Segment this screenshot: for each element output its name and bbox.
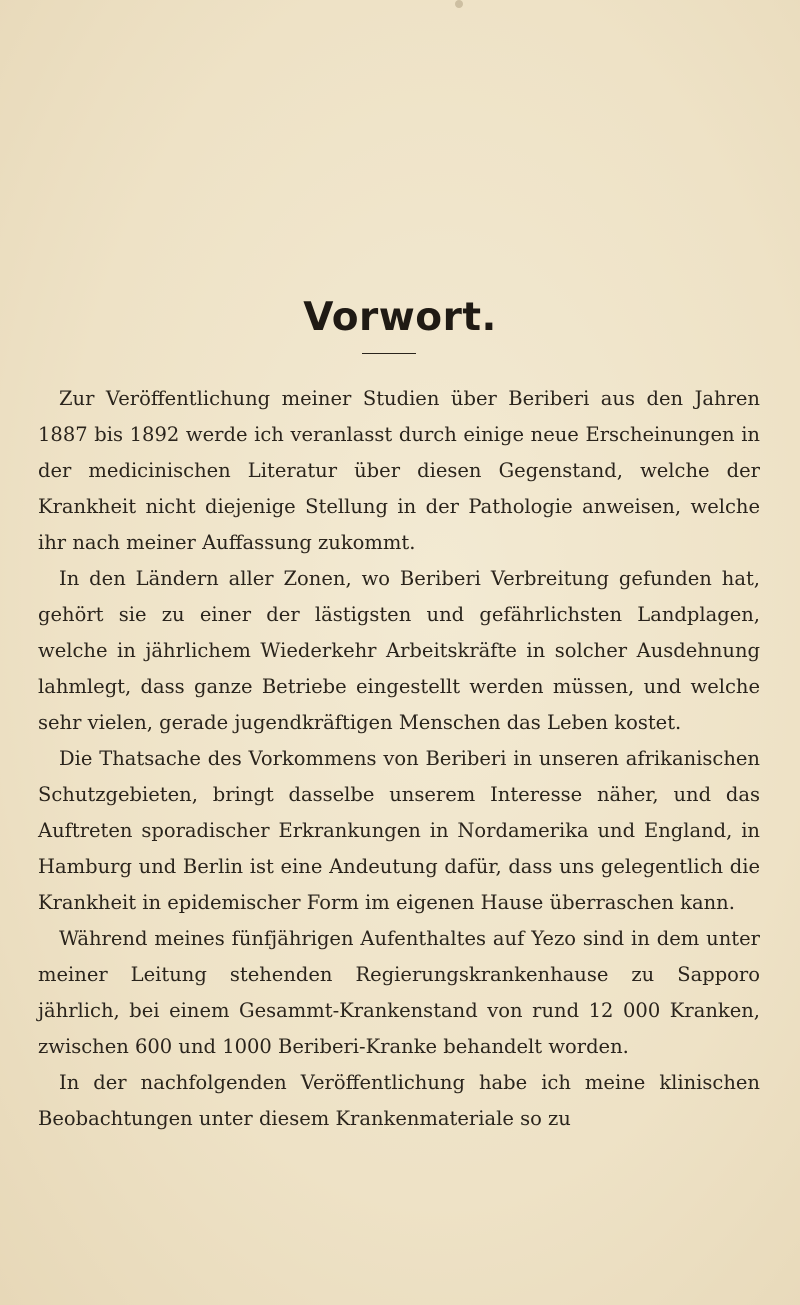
page-title: Vorwort. bbox=[303, 295, 497, 340]
paragraph-1: Zur Veröffentlichung meiner Studien über Beriberi aus den Jahren 1887 bis 1892 werde ich veranlasst durch einige neue Erscheinungen in der medicinischen Literatur über diesen Gegenstand, welche der Krankheit nicht diejenige Stellung in der Pathologie anweisen, welche ihr nach meiner Auffassung zukommt. bbox=[38, 387, 760, 554]
paragraph-4: Während meines fünfjährigen Aufenthaltes auf Yezo sind in dem unter meiner Leitung stehenden Regierungskrankenhause zu Sapporo jährlich, bei einem Gesammt-Krankenstand von rund 12 000 Kranken, zwischen 600 und 1000 Beriberi-Kranke behandelt worden. bbox=[38, 927, 760, 1058]
paragraph-2: In den Ländern aller Zonen, wo Beriberi Verbreitung gefunden hat, gehört sie zu einer der lästigsten und gefährlichsten Landplagen, welche in jährlichem Wiederkehr Arbeitskräfte in solcher Ausdehnung lahmlegt, dass ganze Betriebe eingestellt werden müssen, und welche sehr vielen, gerade jugendkräftigen Menschen das Leben kostet. bbox=[38, 567, 760, 734]
title-rule bbox=[362, 353, 416, 354]
ink-smudge bbox=[455, 0, 463, 8]
paragraph-5: In der nachfolgenden Veröffentlichung habe ich meine klinischen Beobachtungen unter diesem Krankenmateriale so zu bbox=[38, 1071, 760, 1130]
body-text bbox=[38, 381, 760, 1137]
paragraph-3: Die Thatsache des Vorkommens von Beriberi in unseren afrikanischen Schutzgebieten, bringt dasselbe unserem Interesse näher, und das Auftreten sporadischer Erkrankungen in Nordamerika und England, in Hamburg und Berlin ist eine Andeutung dafür, dass uns gelegentlich die Krankheit in epidemischer Form im eigenen Hause überraschen kann. bbox=[38, 747, 760, 914]
